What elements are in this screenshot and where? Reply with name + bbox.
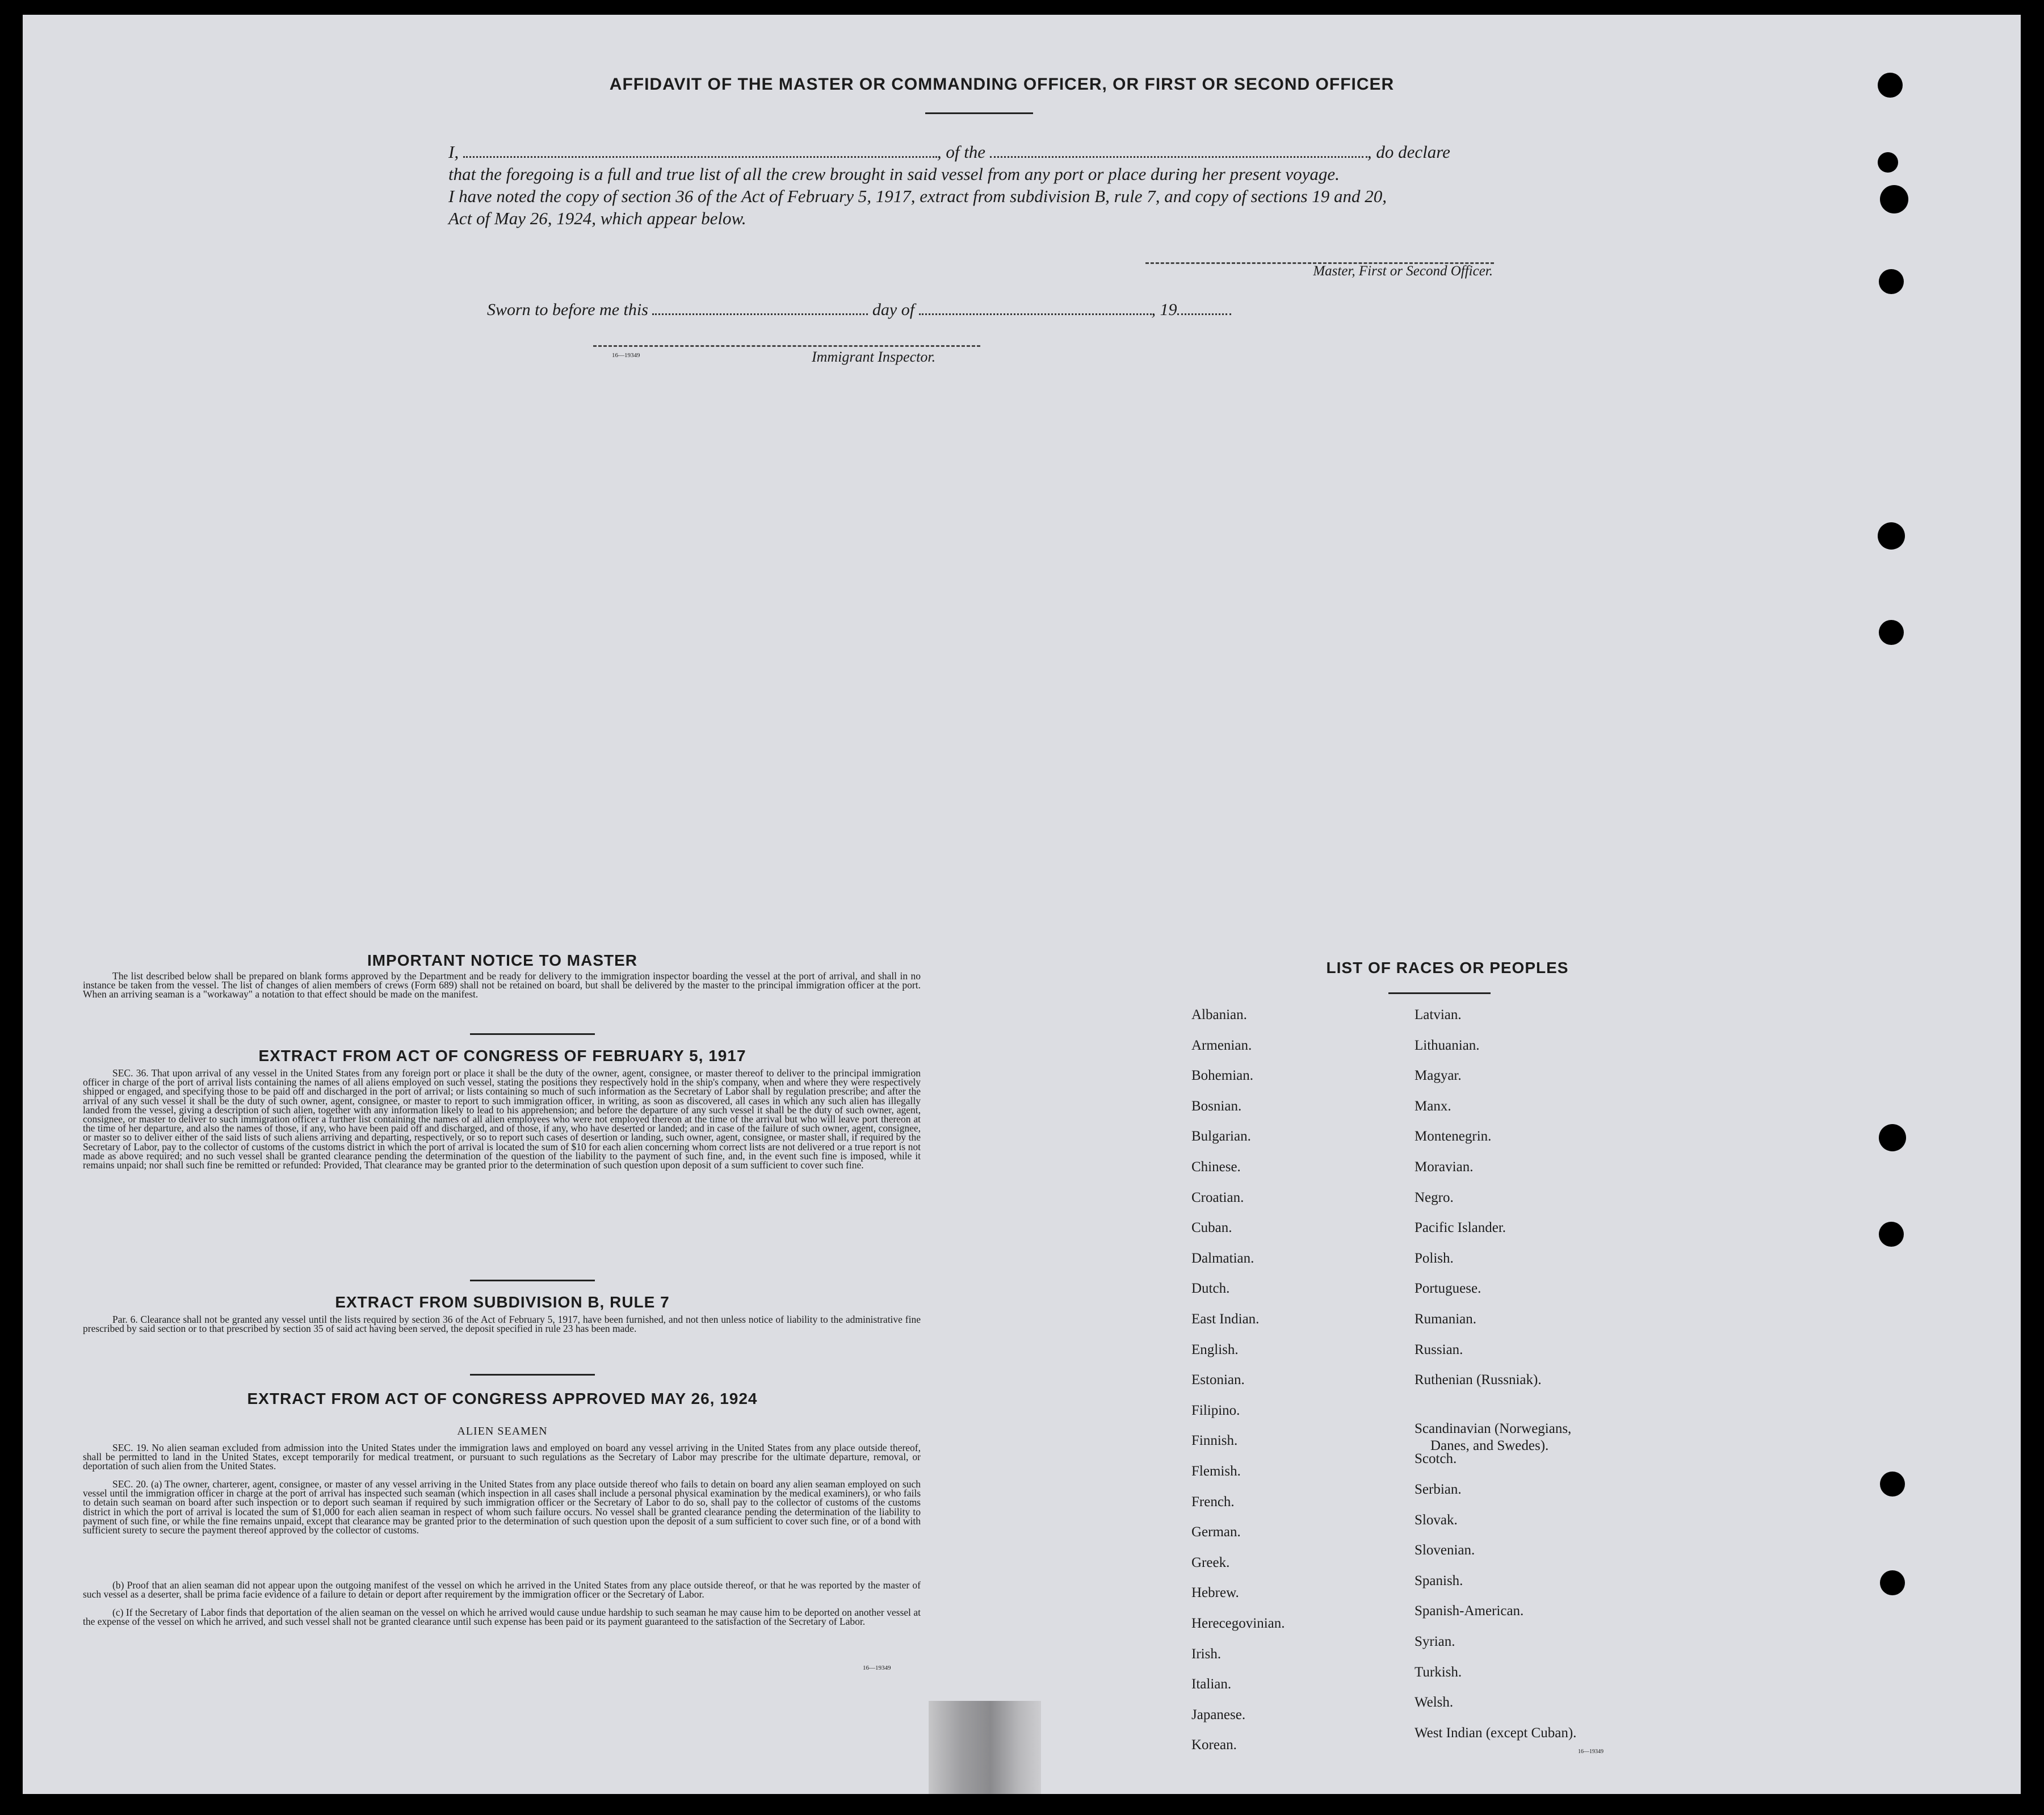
race-item: Dutch. <box>1191 1281 1230 1297</box>
race-item: Serbian. <box>1415 1482 1462 1497</box>
race-item: Japanese. <box>1191 1707 1246 1722</box>
sworn-mid: day of <box>872 300 915 319</box>
race-item: Bulgarian. <box>1191 1129 1251 1145</box>
race-item: French. <box>1191 1494 1235 1510</box>
race-item: Cuban. <box>1191 1220 1232 1236</box>
day-blank[interactable] <box>652 313 868 315</box>
race-item: Albanian. <box>1191 1007 1247 1022</box>
year-blank[interactable] <box>1177 313 1231 315</box>
race-item: Spanish. <box>1415 1573 1463 1588</box>
month-blank[interactable] <box>919 313 1152 315</box>
affidavit-line-1 <box>448 141 1555 163</box>
inspector-signature-line[interactable] <box>593 345 980 347</box>
alien-seamen-subtitle: ALIEN SEAMEN <box>457 1425 548 1437</box>
race-item: Armenian. <box>1191 1037 1252 1053</box>
race-item: English. <box>1191 1342 1239 1357</box>
rule7-text: Par. 6. Clearance shall not be granted any vessel until the lists required by section 36 of the Act of February 5, 1917, have been furnished, and not then unless notice of liability to the administrative fine prescribed by said section or to that prescribed by section 35 of said act having been served, the deposit specified in rule 23 has been made. <box>83 1314 921 1335</box>
race-item: Ruthenian (Russniak). <box>1415 1372 1542 1388</box>
sworn-line <box>487 300 1231 320</box>
punch-hole <box>1880 185 1908 213</box>
race-item: Lithuanian. <box>1415 1037 1480 1053</box>
title-rule <box>925 112 1033 114</box>
signature-label: Master, First or Second Officer. <box>1313 263 1493 279</box>
race-item: Pacific Islander. <box>1415 1220 1506 1236</box>
form-code: 16—19349 <box>863 1665 891 1671</box>
race-item: Bohemian. <box>1191 1068 1254 1084</box>
form-code: 16—19349 <box>1578 1749 1604 1755</box>
race-item: Turkish. <box>1415 1664 1462 1680</box>
race-item: Scotch. <box>1415 1451 1457 1467</box>
punch-hole <box>1878 522 1905 550</box>
race-item: Negro. <box>1415 1189 1454 1205</box>
inspector-label: Immigrant Inspector. <box>812 349 936 365</box>
sec20a-text: SEC. 20. (a) The owner, charterer, agent, consignee, or master of any vessel arriving in the United States from any place outside thereof who fails to detain on board any alien seaman employed on such vessel until the immigration officer in charge at the port of arrival has inspected such seaman (which inspection in all cases shall include a personal physical examination by the medical examiners), or who fails to detain such seaman on board after such inspection or to deport such seaman if required by such immigration officer or the Secretary of Labor to do so, shall pay to the collector of customs of the customs district in which the port of arrival is located the sum of $1,000 for each alien seaman in respect of whom such failure occurs. No vessel shall be granted clearance pending the determination of the liability to payment of such fine, or while the fine remains unpaid, except that clearance may be granted prior to the determination of such question upon the deposit of a sum sufficient to cover such fine, or of a bond with sufficient surety to secure the payment thereof approved by the collector of customs. <box>83 1478 921 1536</box>
punch-hole <box>1879 620 1904 645</box>
race-item: Moravian. <box>1415 1159 1474 1175</box>
name-blank[interactable] <box>463 156 937 158</box>
affidavit-line-3: I have noted the copy of section 36 of the Act of February 5, 1917, extract from subdivision B, rule 7, and copy of sections 19 and 20, <box>448 186 1387 206</box>
race-item: Russian. <box>1415 1342 1463 1357</box>
extract-1924-title: EXTRACT FROM ACT OF CONGRESS APPROVED MAY 26, 1924 <box>247 1390 758 1407</box>
notice-title: IMPORTANT NOTICE TO MASTER <box>367 951 638 969</box>
sec20c-text: (c) If the Secretary of Labor finds that deportation of the alien seaman on the vessel on which he arrived would cause undue hardship to such seaman he may cause him to be deported on another vessel at the expense of the vessel on which he arrived, and such vessel shall not be granted clearance until such expense has been paid or its payment guaranteed to the satisfaction of the Secretary of Labor. <box>83 1607 921 1628</box>
race-item: Syrian. <box>1415 1634 1455 1649</box>
race-item: Irish. <box>1191 1646 1222 1662</box>
extract-1917-text: SEC. 36. That upon arrival of any vessel in the United States from any foreign port or place it shall be the duty of the owner, agent, consignee, or master thereof to deliver to the principal immigration officer in charge of the port of arrival lists containing the names of all aliens employed on such vessel, stating the positions they respectively hold in the ship's company, when and where they were respectively shipped or engaged, and specifying those to be paid off and discharged in the port of arrival; or lists containing so much of such information as the Secretary of Labor shall by regulation prescribe; and after the arrival of any such vessel it shall be the duty of such owner, agent, consignee, or master to report to such immigration officer, in writing, as soon as discovered, all cases in which any such alien has illegally landed from the vessel, giving a description of such alien, together with any information likely to lead to his apprehension; and before the departure of any such vessel it shall be the duty of such owner, agent, consignee, or master to deliver to such immigration officer a further list containing the names of all alien employees who were not employed thereon at the time of the arrival but who will leave port thereon at the time of her departure, and also the names of those, if any, who have been paid off and discharged, and of those, if any, who have deserted or landed; and in case of the failure of such owner, agent, consignee, or master so to deliver either of the said lists of such aliens arriving and departing, respectively, or so to report such cases of desertion or landing, such owner, agent, consignee, or master shall, if required by the Secretary of Labor, pay to the collector of customs of the customs district in which the port of arrival is located the sum of $10 for each alien concerning whom correct lists are not delivered or a true report is not made as above required; and no such vessel shall be granted clearance pending the determination of the question of the liability to the payment of such fine, and, in the event such fine is imposed, while it remains unpaid; nor shall such fine be remitted or refunded: Provided, That clearance may be granted prior to the determination of such question upon deposit of a sum sufficient to cover such fine. <box>83 1067 921 1171</box>
races-title: LIST OF RACES OR PEOPLES <box>1326 959 1569 976</box>
sec19-text: SEC. 19. No alien seaman excluded from admission into the United States under the immigration laws and employed on board any vessel arriving in the United States from any place outside thereof, shall be permitted to land in the United States, except temporarily for medical treatment, or pursuant to such regulations as the Secretary of Labor may prescribe for the ultimate departure, removal, or deportation of such alien from the United States. <box>83 1442 921 1472</box>
page-smudge <box>929 1701 1041 1794</box>
notice-text: The list described below shall be prepared on blank forms approved by the Department and be ready for delivery to the immigration inspector boarding the vessel at the port of arrival, and shall in no instance be taken from the vessel. The list of changes of alien members of crews (Form 689) shall not be retained on board, but shall be delivered by the master to the principal immigration officer at the port. When an arriving seaman is a "workaway" a notation to that effect should be made on the manifest. <box>83 970 921 1000</box>
rule7-title: EXTRACT FROM SUBDIVISION B, RULE 7 <box>335 1293 670 1311</box>
race-item: Herecegovinian. <box>1191 1616 1285 1631</box>
race-item: Chinese. <box>1191 1159 1241 1175</box>
affidavit-line-4: Act of May 26, 1924, which appear below. <box>448 208 746 228</box>
race-item: Spanish-American. <box>1415 1603 1524 1619</box>
race-item: Italian. <box>1191 1676 1232 1692</box>
race-item: Bosnian. <box>1191 1098 1242 1114</box>
race-item: Welsh. <box>1415 1695 1454 1711</box>
race-item: Dalmatian. <box>1191 1250 1254 1266</box>
race-item: German. <box>1191 1524 1241 1540</box>
section-divider <box>470 1280 595 1281</box>
punch-hole <box>1879 269 1904 294</box>
race-item: Montenegrin. <box>1415 1129 1492 1145</box>
race-item: Polish. <box>1415 1250 1454 1266</box>
affidavit-line1-end: , do declare <box>1367 142 1450 162</box>
race-item: Manx. <box>1415 1098 1451 1114</box>
race-item: Croatian. <box>1191 1189 1244 1205</box>
affidavit-title: AFFIDAVIT OF THE MASTER OR COMMANDING OFFICER, OR FIRST OR SECOND OFFICER <box>609 75 1395 94</box>
sworn-start: Sworn to before me this <box>487 300 648 319</box>
race-item: Danes, and Swedes). <box>1430 1437 1549 1453</box>
extract-1917-title: EXTRACT FROM ACT OF CONGRESS OF FEBRUARY 5, 1917 <box>258 1047 746 1064</box>
race-item: West Indian (except Cuban). <box>1415 1725 1577 1741</box>
document-page <box>23 15 2021 1794</box>
race-item: Hebrew. <box>1191 1585 1239 1601</box>
race-item: Magyar. <box>1415 1068 1462 1084</box>
race-item: Greek. <box>1191 1554 1230 1570</box>
affidavit-line-2: that the foregoing is a full and true list of all the crew brought in said vessel from any port or place during her present voyage. <box>448 164 1340 184</box>
race-item: Estonian. <box>1191 1372 1245 1388</box>
race-item: Scandinavian (Norwegians, <box>1415 1420 1572 1436</box>
race-item: Slovenian. <box>1415 1542 1475 1558</box>
section-divider <box>470 1374 595 1376</box>
punch-hole <box>1879 1124 1906 1151</box>
race-item: Rumanian. <box>1415 1311 1477 1327</box>
punch-hole <box>1878 152 1898 173</box>
punch-hole <box>1879 1222 1904 1247</box>
race-item: Slovak. <box>1415 1512 1458 1528</box>
race-item: Latvian. <box>1415 1007 1462 1022</box>
affidavit-line1-mid: , of the <box>937 142 986 162</box>
title-rule <box>1388 992 1491 994</box>
race-item: Portuguese. <box>1415 1281 1481 1297</box>
punch-hole <box>1880 1472 1905 1497</box>
race-item: East Indian. <box>1191 1311 1260 1327</box>
race-item: Filipino. <box>1191 1402 1240 1418</box>
affidavit-line1-start: I, <box>448 142 459 162</box>
form-code: 16—19349 <box>612 352 640 359</box>
sworn-end: , 19 <box>1151 300 1177 319</box>
section-divider <box>470 1033 595 1035</box>
affidavit-body <box>448 141 1555 229</box>
punch-hole <box>1880 1570 1905 1595</box>
race-item: Finnish. <box>1191 1433 1238 1449</box>
race-item: Korean. <box>1191 1737 1237 1753</box>
race-item: Flemish. <box>1191 1464 1241 1479</box>
vessel-blank[interactable] <box>990 156 1367 158</box>
sec20b-text: (b) Proof that an alien seaman did not appear upon the outgoing manifest of the vessel on which he arrived in the United States from any place outside thereof, or that he was reported by the master of such vessel as a deserter, shall be prima facie evidence of a failure to detain or deport after requirement by the immigration officer or the Secretary of Labor. <box>83 1579 921 1600</box>
